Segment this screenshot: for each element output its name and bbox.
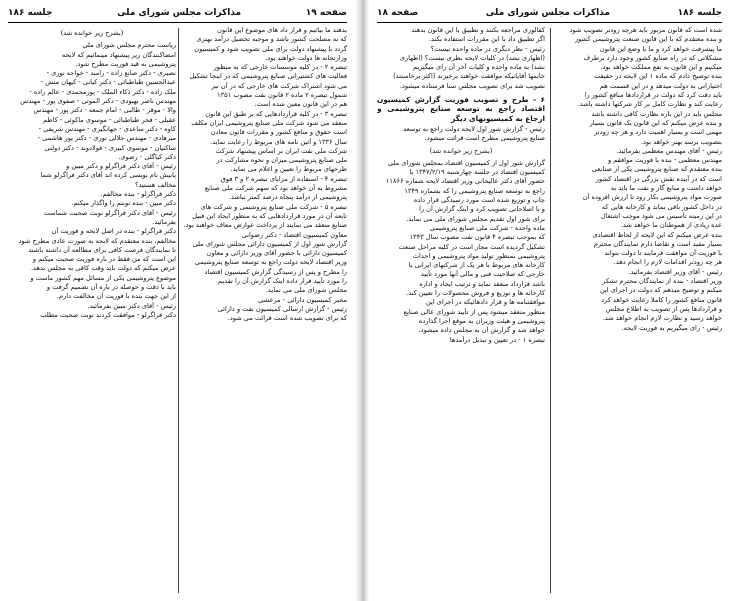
text-line: میکنیم و این قانون به نفع مملکت خواهد بود. bbox=[600, 63, 722, 72]
text-line: کفالوزی مراجعه بکنند و تطبیق با این قانون بدهند bbox=[411, 26, 545, 34]
text-line: این است که من فقط در باره فوریت صحبت میکنم و bbox=[32, 255, 176, 264]
text-line: ملک زاده - دکتر ذکاء الملک - پورمحمدی - عالم زاده - bbox=[29, 87, 176, 96]
text-line: کارخانه های مربوط با هر یک از شرکتهای ایرانی یا bbox=[408, 261, 545, 270]
read-note: (بشرح زیر خوانده شد) bbox=[429, 146, 493, 155]
session-number: جلسه ۱۸۶ bbox=[677, 8, 722, 18]
page-header bbox=[8, 6, 347, 23]
text-line: شده است که قانون مزبور باید هرچه زودتر تصویب شود bbox=[569, 26, 722, 34]
text-line: عقیلی - فخر طباطبائی - موسوی ماکوئی - کاظم bbox=[43, 115, 176, 124]
column-divider bbox=[550, 28, 551, 593]
text-line: دکتر فراگرلو - موافقت کردند نوبت صحبت مطلب bbox=[40, 310, 176, 319]
text-line: راجع به توسعه صنایع پتروشیمی را که بشماره ۱۳۴۹ bbox=[404, 186, 545, 195]
text-line: قانون منافع کشور را کاملا رعایت خواهد کرد bbox=[601, 295, 722, 304]
text-line: کمیسیون اقتصاد در جلسه چهارشنبه ۱۳۴۷/۲/۱۹ با bbox=[409, 168, 545, 177]
text-line: ملی صنایع پتروشیمی میزان و نحوه مشارکت در bbox=[216, 156, 347, 165]
text-line: باشد قرارداد منعقد نماید و ترتیب ایجاد و اداره bbox=[419, 279, 545, 288]
page-number: صفحه ۱۹ bbox=[305, 8, 347, 18]
text-line: و قراردادها پس از تصویب به اطلاع مجلس bbox=[605, 304, 722, 313]
text-line: پتروشیمی و هیئت وزیران به موقع اجرا گذارده bbox=[418, 316, 545, 325]
read-note: (بشرح زیر خوانده شد) bbox=[60, 29, 124, 37]
column-right bbox=[179, 26, 347, 595]
text-line: رئیس - آقای دکتر فراگرلو و دکتر مبین و bbox=[66, 162, 176, 171]
text-line: رئیس - آقای دکتر مبین بفرمائید. bbox=[87, 301, 176, 310]
column-right bbox=[554, 26, 722, 595]
text-line: اگر تطبیق داد با این مقررات استفاده بکند. bbox=[428, 35, 545, 44]
text-line: و بنده معتقدم که با این قانون صنعت پتروشیمی کشور bbox=[574, 35, 722, 44]
text-line: دکتر فراگرلو - بنده در اصل لایحه و فوریت آن bbox=[51, 227, 176, 236]
text-line: معاون کمیسیون اقتصاد - دکتر رضوانی bbox=[241, 230, 347, 239]
text-line: ساکتیان - موسوی کبیری - فولادوند - دکتر دولتی bbox=[44, 143, 176, 152]
text-line: مهمی است و بسیار اهمیت دارد و هر چه زودتر bbox=[594, 128, 722, 137]
text-line: است حقوق و منافع کشور و مقررات قانون معادن bbox=[210, 128, 347, 137]
text-line: تبصره ۲ - در کلیه موسسات خارجی که به منظور bbox=[213, 63, 347, 72]
text-line: با فوریت آن موافقت فرمایند تا دولت بتواند bbox=[604, 249, 722, 258]
text-line: بنده عرض میکنم که این لایحه از لحاظ اقتصادی bbox=[592, 230, 722, 239]
text-line: موضوع پتروشیمی یکی از مسائل مهم کشور ماست و bbox=[30, 273, 176, 282]
text-line: تشکیل گردیده است مجاز است در کلیه مراحل صنعت bbox=[398, 242, 545, 251]
text-line: تبصره ۵ - شرکت ملی صنایع پتروشیمی و شرکت های bbox=[200, 202, 347, 211]
text-line: باید با دقت و حوصله در باره آن تصمیم گرفت و bbox=[46, 283, 176, 292]
text-line: صورت مواد پتروشیمی بکار رود تا ارزش افزوده آن bbox=[582, 193, 722, 202]
text-line: ریاست محترم مجلس شورای ملی bbox=[82, 41, 176, 50]
text-line: مخبر کمیسیون دارائی - مرعشی bbox=[258, 295, 347, 304]
text-line: رئیس - آقای وزیر اقتصاد بفرمائید. bbox=[628, 267, 722, 276]
text-line: ماده واحده - شرکت ملی صنایع پتروشیمی bbox=[429, 223, 545, 232]
text-line: تصویب شد برای تصویب مجلس سنا فرستاده میشود. bbox=[399, 81, 545, 90]
text-line: در داخل کشور باقی بماند و کارخانه هایی که bbox=[601, 202, 722, 211]
text-line: مخالفم، بنده معتقدم که لایحه به صورت عادی مطرح شود bbox=[18, 236, 176, 245]
text-line: میکنم و توضیح میدهم که دولت در اجرای این bbox=[599, 286, 722, 295]
text-line: رئیس - گزارش ارسالی کمیسیون نفت و دارائی bbox=[217, 304, 347, 313]
text-line: شمول تبصره ۲ ماده ۲ قانون نفت مصوب ۱۳۵۱ bbox=[217, 91, 347, 100]
text-line: است که در آینده نقش بزرگی در اقتصاد کشور bbox=[595, 174, 722, 183]
text-line: مشکلاتی که در راه صنایع کشور وجود دارد برطرف bbox=[583, 53, 722, 62]
text-line: رئیس - رای میگیریم به فوریت لایحه. bbox=[621, 323, 722, 332]
page-title: مذاکرات مجلس شورای ملی bbox=[485, 8, 610, 18]
text-line: گزارش شور اول از کمیسیون دارائی مجلس شورای ملی bbox=[192, 239, 347, 248]
text-line: و بنده عرض میکنم که این قانون یک قانون بسیار bbox=[589, 118, 722, 127]
text-line: دکتر فراگرلو - بنده مخالفم. bbox=[100, 190, 176, 199]
text-line: نصیری - دکتر صانع زاده - رامبد - خواجه نوری - bbox=[46, 69, 176, 78]
text-line: تا نمایندگان فرصت کافی برای مطالعه آن داشته باشند bbox=[28, 245, 176, 254]
text-line: نشد) به ماده واحده و کلیات آخر آن رای میگیریم bbox=[412, 63, 545, 72]
text-line: مهندس ناصر بهبودی - دکتر الموتی - صفوی پور - مهندس bbox=[20, 97, 176, 106]
text-line: تبصره ۳ - در کلیه قراردادهایی که بر طبق این قانون bbox=[205, 109, 347, 118]
text-line: را مورد تأیید قرار داده اینک گزارش آن را تقدیم bbox=[218, 277, 347, 286]
text-line: گردد با پیشنهاد دولت برای ملی تصویب شود و کمیسیون bbox=[194, 44, 347, 53]
page-number: صفحه ۱۸ bbox=[377, 8, 419, 18]
text-line: مهندس معظمی - بنده با فوریت موافقم و bbox=[607, 156, 722, 165]
text-line: بسیار مفید است و تقاضا دارم نمایندگان محترم bbox=[593, 239, 722, 248]
text-line: تبصره ۴ - استفاده از مزایای تبصره ۲ و ۳ فوق bbox=[220, 174, 347, 183]
text-line: شرکت ملی نفت ایران بر اساس پیشنهاد شرکت bbox=[215, 146, 347, 155]
text-line: وزیر اقتصاد - بنده از نمایندگان محترم تشکر bbox=[602, 277, 722, 286]
text-line: وزیر اقتصاد لایحه دولت راجع به توسعه صنایع پتروشیمی bbox=[194, 258, 347, 267]
text-line: ما پیشرفت خواهد کرد و ما با وضع این قانون bbox=[599, 44, 722, 53]
text-line: خارجی که صلاحیت فنی و مالی آنها مورد تأیید bbox=[420, 270, 545, 279]
text-line: چاپ و توزیع شده است مورد رسیدگی قرار داده bbox=[413, 196, 545, 205]
text-line: عبدالحسین طباطبائی - دکتر کیانی - کیهان منش - bbox=[40, 78, 176, 87]
text-line: بنده معتقدم که صنایع پتروشیمی یکی از صنایعی bbox=[591, 165, 722, 174]
text-line: که به مصلحت کشور باشد و موجبه تحصیل درآمد بهتری bbox=[196, 35, 347, 44]
text-line: بفرمائید. bbox=[152, 217, 176, 226]
text-line: که بموجب تبصره ۴ قانون نفت مصوب سال ۱۳۴۳ bbox=[409, 233, 545, 242]
text-line: صنایع منعقد می نمایند از پرداخت عوارض معاف خواهند بود. bbox=[183, 221, 347, 230]
page-header bbox=[377, 6, 722, 23]
text-line: مجلس شورای ملی می نماید. bbox=[265, 286, 347, 295]
text-line: باید دقت کرد که دولت در قراردادها منافع کشور را bbox=[584, 91, 722, 100]
text-line: و با اصلاحاتی تصویب کرد و اینک گزارش آن را bbox=[419, 205, 545, 214]
page-title: مذاکرات مجلس شورای ملی bbox=[117, 8, 242, 18]
text-line: بتصویب برسد بهتر خواهد بود. bbox=[640, 137, 722, 146]
text-line: بدهند ما بیائیم و قرار داد های موضوع این قانون bbox=[217, 26, 347, 34]
text-line: عرض میکنم که دولت باید وقت کافی به مجلس بدهد. bbox=[30, 264, 176, 273]
text-line: رئیس - آقای دکتر فراگرلو نوبت صحبت شماست bbox=[43, 208, 176, 217]
text-line: دکتر کیاگلی - رضوی. bbox=[118, 152, 176, 161]
text-line: پتروشیمی از درآمد پنجاه درصد کمتر نباشد. bbox=[228, 193, 347, 202]
text-line: حضور آقای دکتر عالیخانی وزیر اقتصاد لایحه شماره ۱۱۸۶۶ bbox=[385, 177, 545, 186]
text-line: (اظهاری نشد) در کلیات لایحه نظری نیست؟ (اظهاری bbox=[399, 53, 545, 62]
text-line: را مطرح و پس از رسیدگی گزارش کمیسیون اقتصاد bbox=[204, 267, 347, 276]
text-line: امضاکنندگان زیر پیشنهاد مینمائیم که لایحه bbox=[61, 50, 176, 59]
column-divider bbox=[178, 28, 179, 593]
text-line: پتروشیمی به قید فوریت مطرح شود. bbox=[75, 59, 176, 68]
text-line: خانمها آقایانیکه موافقت خواهند برخیزند (اکثر برخاستند) bbox=[393, 72, 545, 81]
text-line: خواهد رسید و نظارت لازم انجام خواهد شد. bbox=[602, 314, 722, 323]
text-line: بنده توضیح دادم که ماده ۱ این لایحه در حقیقت bbox=[593, 72, 722, 81]
text-line: مشروط به آن خواهد بود که سهم شرکت ملی صنایع bbox=[204, 184, 347, 193]
text-line: پتروشیمی بمنظور تولید مواد پتروشیمی و احداث bbox=[412, 251, 545, 260]
page-left bbox=[0, 0, 355, 601]
text-line: طرحهای مربوط را تعیین و اعلام می نماید. bbox=[230, 165, 347, 174]
text-line: والا - موقر - طالبی - امام جمعه - دکتر پور - مهندس bbox=[33, 106, 176, 115]
text-line: هم در این قانون معین شده است. bbox=[254, 100, 347, 109]
text-line: می شود اشتراک شرکت های خارجی که در آن نیز bbox=[211, 81, 347, 90]
text-line: در این زمینه تأسیس می شود موجب اشتغال bbox=[600, 211, 722, 220]
section-heading: ۶ - طرح و تصویب فوریت گزارش کمیسیون اقتصاد راجع به توسعه صنایع پتروشیمی و ارجاع به کمیسیونهای دیگر bbox=[377, 95, 545, 123]
text-line: دکتر مبین - بنده نوبتم را واگذار میکنم. bbox=[71, 199, 176, 208]
text-line: تابعه آن در مورد قراردادهایی که به منظور ایجاد این قبیل bbox=[192, 211, 347, 220]
text-line: که برای تصویب شده است قرائت می شود. bbox=[227, 314, 347, 323]
book-gutter bbox=[355, 0, 369, 601]
text-line: رعایت کند و نظارت کامل بر کار شرکتها داشته باشد. bbox=[577, 100, 722, 109]
text-line: تبصره ۱ - در تعیین و تبدیل درآمدها bbox=[449, 335, 545, 344]
text-line: خواهد داشت و منابع گاز و نفت ما باید به bbox=[610, 184, 722, 193]
text-line: گزارش شور اول از کمیسیون اقتصاد بمجلس شورای ملی bbox=[387, 158, 545, 167]
text-line: موافقتنامه ها و قرار دادهائیکه در اجرای این bbox=[426, 298, 545, 307]
text-line: سال ۱۳۳۶ و آئین نامه های مربوط را رعایت نماید. bbox=[210, 137, 347, 146]
column-left bbox=[8, 26, 176, 595]
text-line: صنایع پتروشیمی مطرح است قرائت میشود. bbox=[424, 134, 545, 143]
text-line: رئیس - نظر دیگری در ماده واحده نیست؟ bbox=[430, 44, 545, 53]
text-line: میرهادی - مهندس جلالی نوری - دکتر پور هاشمی - bbox=[37, 134, 176, 143]
text-line: مخالف هستید؟ bbox=[134, 180, 176, 189]
text-line: وزارتخانه ها دولت خواهند بود. bbox=[265, 53, 347, 62]
session-number: جلسه ۱۸۶ bbox=[8, 8, 53, 18]
text-line: پانیش نام نویسی کرده اند آقای دکتر فراگرلو شما bbox=[40, 171, 176, 180]
text-line: رئیس - گزارش شور اول لایحه دولت راجع به توسعه bbox=[403, 124, 545, 133]
text-line: منظور منعقد میشود پس از تأیید شورای عالی صنایع bbox=[403, 307, 545, 316]
text-line: منعقد می شود شرکت ملی صنایع پتروشیمی ایران مکلف bbox=[191, 118, 347, 127]
text-line: برای شور اول تقدیم مجلس شورای ملی می نماید. bbox=[406, 214, 545, 223]
page-right bbox=[369, 0, 730, 601]
text-line: اختیاراتی به دولت میدهد و در این قسمت هم bbox=[599, 81, 722, 90]
text-line: کارخانه ها و توزیع و فروش محصولات را تعیین کند. bbox=[406, 289, 545, 298]
text-line: کمیسیون دارائی با حضور آقای وزیر دارائی و معاون bbox=[206, 249, 347, 258]
text-line: عده زیادی از هموطنان ما خواهد شد. bbox=[620, 221, 722, 230]
text-line: رئیس - آقای مهندس معظمی بفرمائید. bbox=[616, 146, 722, 155]
text-line: از این جهت بنده با فوریت آن مخالفت دارم. bbox=[56, 292, 176, 301]
text-line: فعالیت های کشتیرانی صنایع پتروشیمی که در اینجا تشکیل bbox=[189, 72, 347, 81]
column-left bbox=[377, 26, 545, 595]
text-line: مجلس باید در این باره نظارت کافی داشته باشد bbox=[591, 109, 722, 118]
text-line: کاوه - دکتر ساعدی - جهانگیری - مهندس شریفی - bbox=[38, 124, 176, 133]
text-line: هر چه زودتر اقدامات لازم را انجام دهد. bbox=[613, 258, 722, 267]
text-line: خواهد شد و گزارش آن به مجلس داده میشود. bbox=[418, 326, 545, 335]
